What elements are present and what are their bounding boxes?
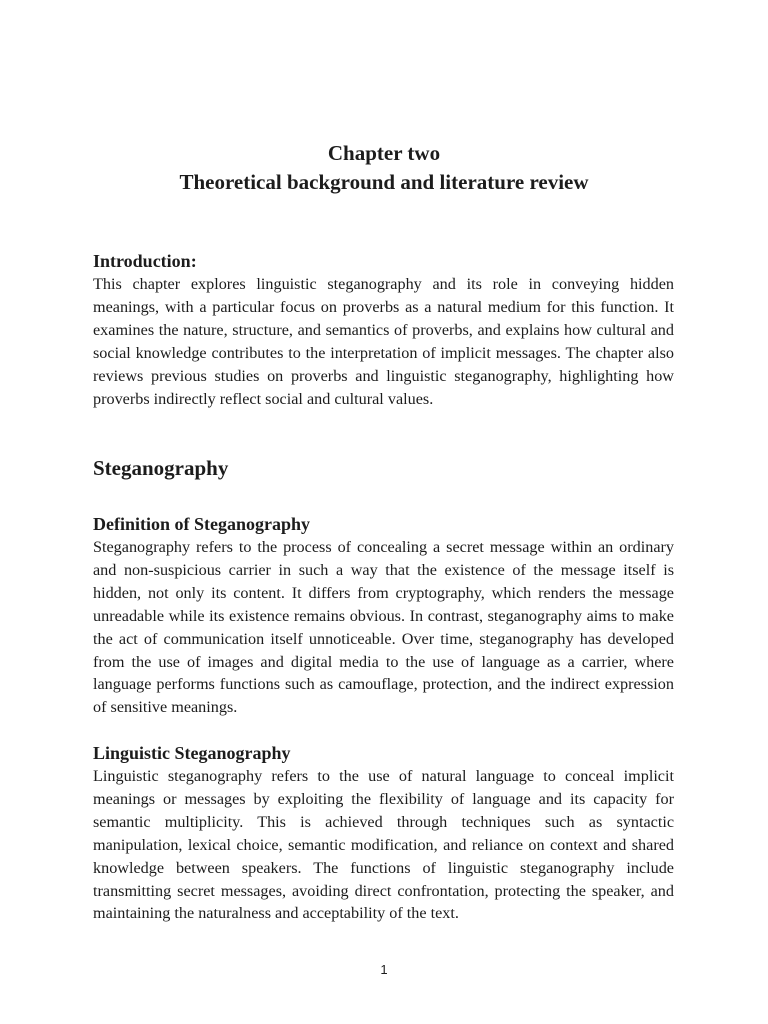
definition-heading: Definition of Steganography <box>93 514 311 534</box>
definition-paragraph: Steganography refers to the process of concealing a secret message within an ordinary and non-suspicious carrier in such a way that the existence of the message itself is hidden, not only its content. It differs from cryptography, which renders the message unreadable while its existence remains obvious. In contrast, steganography aims to make the act of communication itself unnoticeable. Over time, steganography has developed from the use of images and digital media to the use of language as a carrier, where language performs functions such as camouflage, protection, and the indirect expression of sensitive meanings. <box>93 538 674 717</box>
linguistic-steganography-paragraph: Linguistic steganography refers to the use of natural language to conceal implicit meanings or messages by exploiting the flexibility of language and its capacity for semantic multiplicity. This is achieved through techniques such as syntactic manipulation, lexical choice, semantic modification, and reliance on context and shared knowledge between speakers. The functions of linguistic steganography include transmitting secret messages, avoiding direct confrontation, protecting the speaker, and maintaining the naturalness and acceptability of the text. <box>93 767 674 923</box>
page-number: 1 <box>380 962 388 977</box>
steganography-section-heading: Steganography <box>93 456 229 480</box>
introduction-heading: Introduction: <box>93 251 197 271</box>
chapter-subtitle: Theoretical background and literature review <box>179 170 589 194</box>
linguistic-steganography-heading: Linguistic Steganography <box>93 743 291 763</box>
chapter-title: Chapter two <box>327 141 441 165</box>
introduction-paragraph: This chapter explores linguistic steganography and its role in conveying hidden meanings, with a particular focus on proverbs as a natural medium for this function. It examines the nature, structure, and semantics of proverbs, and explains how cultural and social knowledge contributes to the interpretation of implicit messages. The chapter also reviews previous studies on proverbs and linguistic steganography, highlighting how proverbs indirectly reflect social and cultural values. <box>93 275 674 408</box>
